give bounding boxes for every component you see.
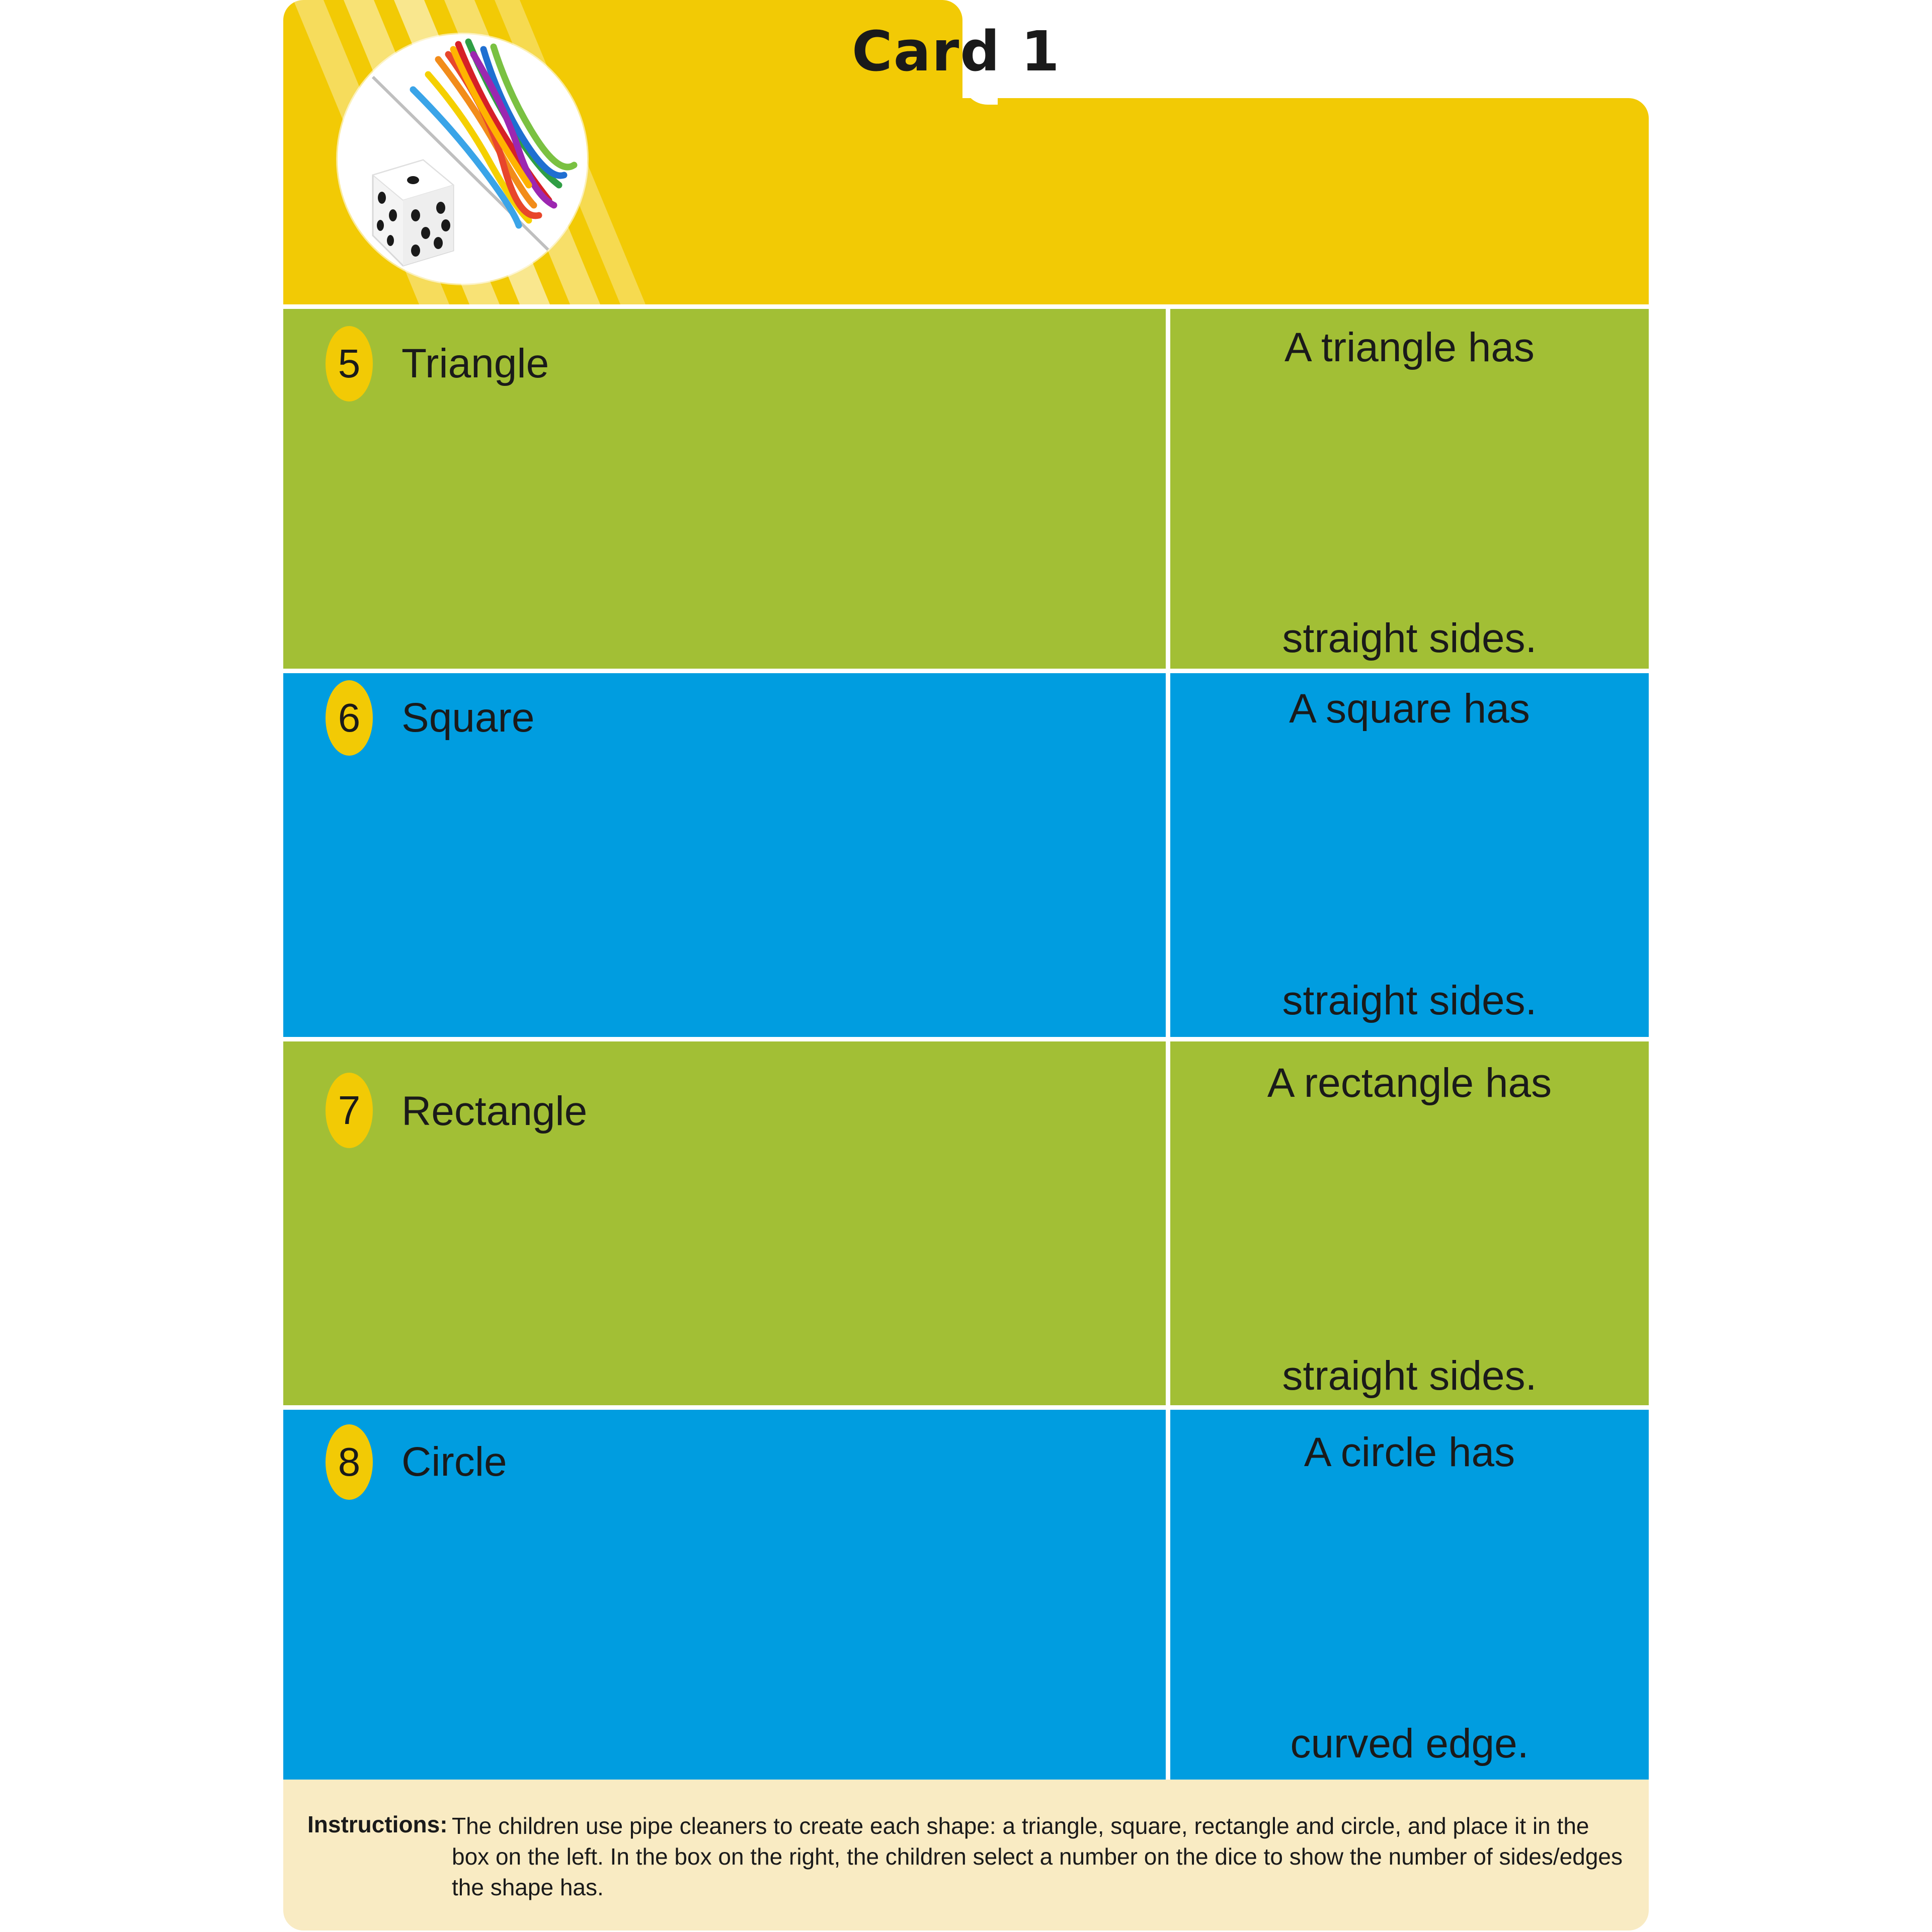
sides-answer-box[interactable] (1170, 1041, 1649, 1405)
shape-row (283, 1410, 1649, 1780)
shape-name: Triangle (401, 341, 549, 386)
sides-answer-box[interactable] (1170, 309, 1649, 669)
shape-drop-box[interactable] (283, 1041, 1166, 1405)
shape-drop-box[interactable] (283, 309, 1166, 669)
statement-start: A circle has (1304, 1429, 1515, 1475)
shape-drop-box[interactable] (283, 673, 1166, 1037)
statement-end: straight sides. (1282, 1353, 1537, 1399)
instructions-text: The children use pipe cleaners to create each shape: a triangle, square, rectangle and circle, and place it in the box on the left. In the box on the right, the children select a number on the dice to show the number of sides/edges the shape has. (452, 1813, 1623, 1900)
shape-row (283, 1041, 1649, 1405)
shape-drop-box[interactable] (283, 1410, 1166, 1780)
instructions-panel (283, 1780, 1649, 1930)
shape-name: Circle (401, 1439, 507, 1485)
number-badge: 7 (326, 1073, 373, 1148)
shape-name: Square (401, 695, 535, 741)
card-title: Card 1 (852, 19, 1061, 84)
instructions-label: Instructions: (307, 1811, 448, 1837)
number-badge: 8 (326, 1424, 373, 1500)
statement-end: straight sides. (1282, 615, 1537, 661)
shape-row (283, 673, 1649, 1037)
dice-and-pipe-cleaners-icon (338, 34, 587, 284)
statement-start: A triangle has (1284, 325, 1535, 370)
statement-start: A square has (1289, 686, 1530, 732)
shape-row (283, 309, 1649, 669)
number-badge: 6 (326, 680, 373, 756)
statement-end: straight sides. (1282, 978, 1537, 1023)
activity-card (283, 0, 1649, 1930)
shape-name: Rectangle (401, 1088, 588, 1134)
number-badge: 5 (326, 326, 373, 401)
sides-answer-box[interactable] (1170, 1410, 1649, 1780)
statement-end: curved edge. (1290, 1721, 1529, 1766)
statement-start: A rectangle has (1267, 1060, 1552, 1106)
sides-answer-box[interactable] (1170, 673, 1649, 1037)
